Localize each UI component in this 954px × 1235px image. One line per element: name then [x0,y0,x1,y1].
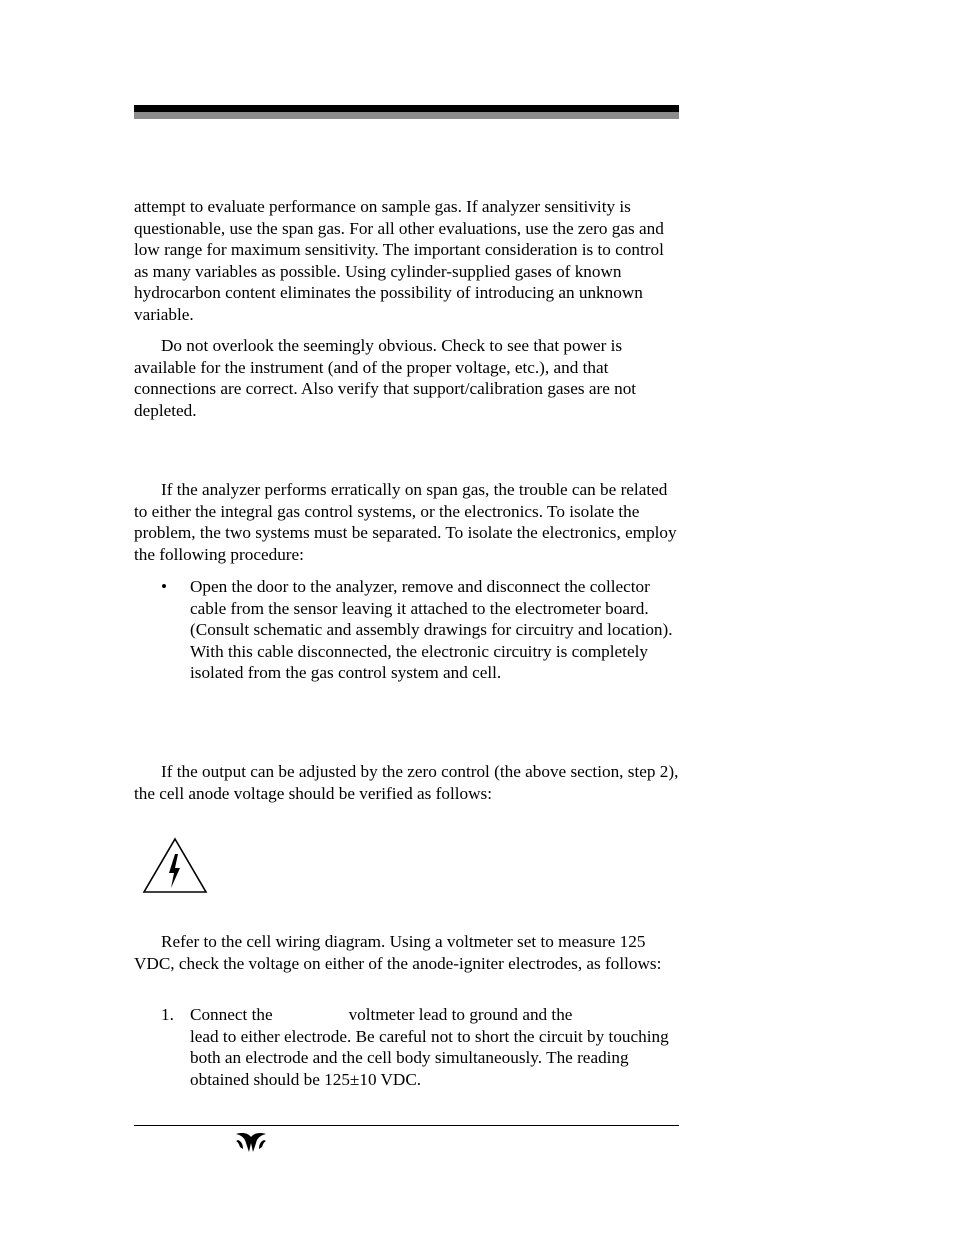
step-number: 1. [161,1005,174,1024]
step-text-rest: lead to either electrode. Be careful not to short the circuit by touching both an electrode and the cell body simultaneously. The reading obtained should be 125±10 VDC. [190,1026,669,1089]
bullet-text: Open the door to the analyzer, remove and disconnect the collector cable from the sensor leaving it attached to the electrometer board. (Consult schematic and assembly drawings for circuitry and location). With this cable disconnected, the electronic circuitry is completely isolated from the gas control system and cell. [190,577,673,683]
paragraph-anode-voltage: If the output can be adjusted by the zero control (the above section, step 2), the cell anode voltage should be verified as follows: [134,762,679,803]
paragraph-wiring-diagram: Refer to the cell wiring diagram. Using a voltmeter set to measure 125 VDC, check the voltage on either of the anode-igniter electrodes, as follows: [134,932,662,973]
paragraph-check-obvious: Do not overlook the seemingly obvious. Check to see that power is available for the instrument (and of the proper voltage, etc.), and that connections are correct. Also verify that support/calibration gases are not depleted. [134,336,637,420]
numbered-step-1 [134,1004,682,1094]
teledyne-logo-icon [232,1131,270,1153]
bullet-list-item [134,576,682,706]
bullet-marker: • [161,577,168,596]
footer-rule [134,1125,679,1126]
step-text-part-b: voltmeter lead to ground and the [348,1005,573,1024]
paragraph-evaluate-performance: attempt to evaluate performance on sample gas. If analyzer sensitivity is questionable, use the span gas. For all other evaluations, use the zero gas and low range for maximum sensitivity. The important consideration is to control as many variables as possible. Using cylinder-supplied gases of known hydrocarbon content eliminates the possibility of introducing an unknown variable. [134,197,664,324]
header-rule-gray [134,112,679,119]
paragraph-isolate-electronics: If the analyzer performs erratically on span gas, the trouble can be related to either the integral gas control systems, or the electronics. To isolate the problem, the two systems must be separated. To isolate the electronics, employ the following procedure: [134,480,677,564]
high-voltage-warning-icon [142,837,208,894]
header-rule-black [134,105,679,112]
step-text [190,1004,682,1090]
step-text-part-a: Connect the [190,1005,273,1024]
